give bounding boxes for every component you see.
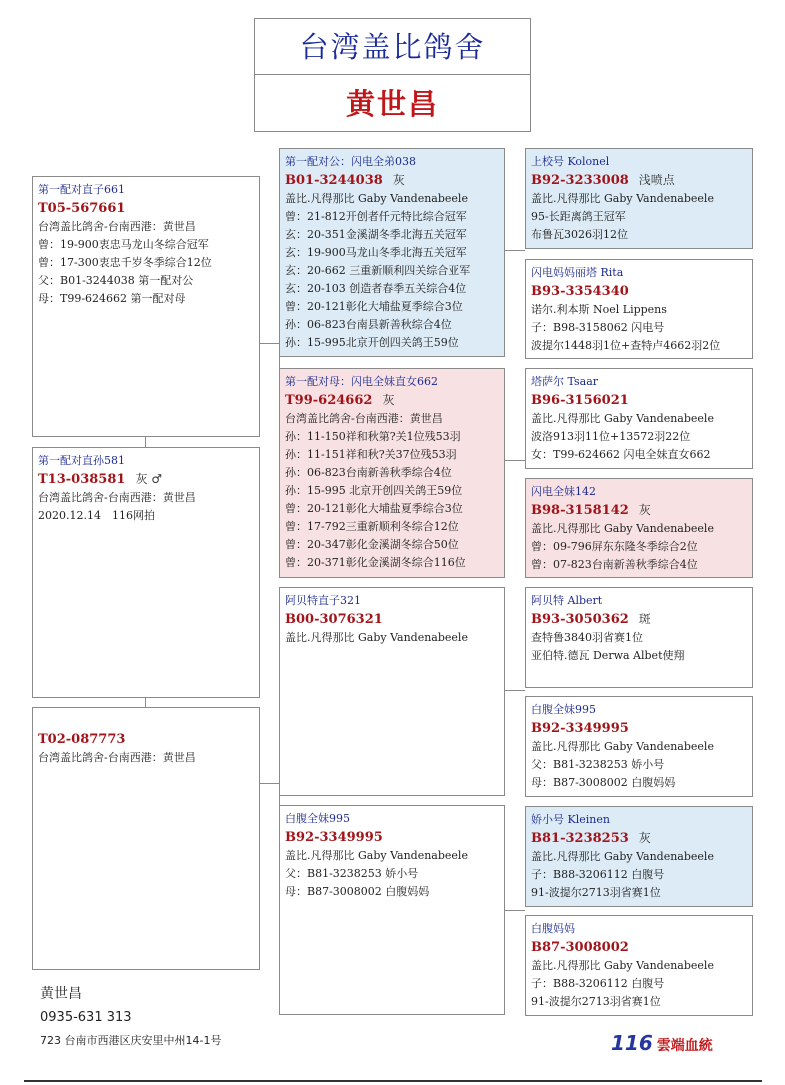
detail-line: 曾：20-121彰化大埔盐夏季综合3位 <box>285 300 463 313</box>
pedigree-card-sss <box>525 148 753 249</box>
footer-divider <box>24 1080 762 1082</box>
ring-number: B87-3008002 <box>531 940 629 955</box>
detail-line: 盖比.凡得那比 Gaby Vandenabeele <box>531 740 714 753</box>
detail-line: 亚伯特.德瓦 Derwa Albet使翔 <box>531 649 685 662</box>
detail-line: 子：B98-3158062 闪电号 <box>531 321 665 334</box>
ring-number: T02-087773 <box>38 732 126 747</box>
ring-number: B96-3156021 <box>531 393 629 408</box>
detail-line: 玄：20-351金溪湖冬季北海五关冠军 <box>285 228 467 241</box>
bird-details <box>38 218 254 308</box>
ring-number: T13-038581 灰 ♂ <box>38 472 163 487</box>
detail-line: 孙：11-150祥和秋第?关1位残53羽 <box>285 430 461 443</box>
detail-line: 母：T99-624662 第一配对母 <box>38 292 186 305</box>
bird-details <box>285 847 499 901</box>
detail-line: 盖比.凡得那比 Gaby Vandenabeele <box>531 412 714 425</box>
bird-details <box>531 520 747 574</box>
bird-details <box>531 957 747 1011</box>
pedigree-card-dss <box>525 587 753 688</box>
bird-label: 白腹妈妈 <box>531 922 575 935</box>
bird-details <box>531 848 747 902</box>
detail-line: 子：B88-3206112 白腹号 <box>531 977 665 990</box>
detail-line: 母：B87-3008002 白腹妈妈 <box>531 776 676 789</box>
ring-number: T99-624662 灰 <box>285 393 395 408</box>
detail-line: 盖比.凡得那比 Gaby Vandenabeele <box>285 849 468 862</box>
pedigree-card-dam <box>32 707 260 970</box>
bird-label: 上校号 Kolonel <box>531 155 610 168</box>
bird-details <box>531 738 747 792</box>
detail-line: 曾：07-823台南新善秋季综合4位 <box>531 558 698 571</box>
detail-line: 波洛913羽11位+13572羽22位 <box>531 430 691 443</box>
logo-text: 雲端血統 <box>656 1038 713 1054</box>
detail-line: 玄：20-103 创造者春季五关综合4位 <box>285 282 467 295</box>
ring-number: B81-3238253 灰 <box>531 831 651 846</box>
ring-number: B92-3233008 浅喷点 <box>531 173 675 188</box>
bird-details <box>285 190 499 352</box>
detail-line: 女：T99-624662 闪电全妹直女662 <box>531 448 711 461</box>
bird-label: 阿贝特直子321 <box>285 594 361 607</box>
detail-line: 91-波提尔2713羽省赛1位 <box>531 995 661 1008</box>
ring-number: B01-3244038 灰 <box>285 173 405 188</box>
bird-label: 闪电妈妈丽塔 Rita <box>531 266 624 279</box>
bird-label: 第一配对母：闪电全妹直女662 <box>285 375 438 388</box>
connector <box>260 783 279 784</box>
bird-label: 白腹全妹995 <box>285 812 350 825</box>
pedigree-card-subject <box>32 447 260 698</box>
detail-line: 台湾盖比鸽舍-台南西港：黄世昌 <box>285 412 443 425</box>
detail-line: 玄：20-662 三重新顺利四关综合亚军 <box>285 264 471 277</box>
detail-line: 曾：09-796屏东东隆冬季综合2位 <box>531 540 698 553</box>
detail-line: 孙：15-995北京开创四关鸽王59位 <box>285 336 459 349</box>
pedigree-title-block <box>254 18 531 132</box>
bird-details <box>285 629 499 647</box>
detail-line: 波提尔1448羽1位+查特卢4662羽2位 <box>531 339 721 352</box>
bird-label: 塔萨尔 Tsaar <box>531 375 599 388</box>
contact-phone: 0935-631 313 <box>40 1010 132 1025</box>
detail-line: 台湾盖比鸽舍-台南西港：黄世昌 <box>38 220 196 233</box>
bird-details <box>38 489 254 525</box>
pedigree-card-ssd <box>525 259 753 359</box>
detail-line: 盖比.凡得那比 Gaby Vandenabeele <box>285 631 468 644</box>
detail-line: 曾：17-792三重新顺利冬综合12位 <box>285 520 459 533</box>
detail-line: 曾：21-812开创者仟元特比综合冠军 <box>285 210 467 223</box>
connector <box>505 690 525 691</box>
detail-line: 盖比.凡得那比 Gaby Vandenabeele <box>285 192 468 205</box>
detail-line: 曾：20-121彰化大埔盐夏季综合3位 <box>285 502 463 515</box>
detail-line: 曾：17-300衷忠千岁冬季综合12位 <box>38 256 212 269</box>
contact-name: 黄世昌 <box>40 986 82 1002</box>
detail-line: 2020.12.14 116网拍 <box>38 509 155 522</box>
ring-number: B92-3349995 <box>531 721 629 736</box>
logo-number: 116 <box>611 1031 653 1055</box>
detail-line: 查特鲁3840羽省赛1位 <box>531 631 643 644</box>
bird-label <box>38 712 254 730</box>
detail-line: 91-波提尔2713羽省赛1位 <box>531 886 661 899</box>
detail-line: 诺尔.利本斯 Noel Lippens <box>531 303 667 316</box>
detail-line: 孙：06-823台南新善秋季综合4位 <box>285 466 452 479</box>
bird-details <box>531 410 747 464</box>
detail-line: 父：B81-3238253 娇小号 <box>285 867 419 880</box>
ring-number: B00-3076321 <box>285 612 383 627</box>
bird-label: 娇小号 Kleinen <box>531 813 610 826</box>
detail-line: 孙：11-151祥和秋?关37位残53羽 <box>285 448 457 461</box>
connector <box>145 698 146 707</box>
loft-name: 台湾盖比鸽舍 <box>255 19 530 75</box>
detail-line: 子：B88-3206112 白腹号 <box>531 868 665 881</box>
bird-details <box>531 190 747 244</box>
owner-contact <box>40 983 221 1051</box>
detail-line: 孙：15-995 北京开创四关鸽王59位 <box>285 484 463 497</box>
bird-details <box>531 301 747 355</box>
detail-line: 95-长距离鸽王冠军 <box>531 210 626 223</box>
connector <box>505 250 525 251</box>
detail-line: 父：B81-3238253 娇小号 <box>531 758 665 771</box>
pedigree-card-ds <box>279 587 505 796</box>
bird-label: 第一配对直孙581 <box>38 454 125 467</box>
connector <box>145 437 146 447</box>
detail-line: 母：B87-3008002 白腹妈妈 <box>285 885 430 898</box>
ring-number: B93-3050362 斑 <box>531 612 651 627</box>
detail-line: 孙：06-823台南县新善秋综合4位 <box>285 318 452 331</box>
detail-line: 台湾盖比鸽舍-台南西港：黄世昌 <box>38 491 196 504</box>
detail-line: 盖比.凡得那比 Gaby Vandenabeele <box>531 850 714 863</box>
pedigree-card-sdd <box>525 478 753 578</box>
detail-line: 盖比.凡得那比 Gaby Vandenabeele <box>531 522 714 535</box>
bird-details <box>531 629 747 665</box>
pedigree-card-sds <box>525 368 753 469</box>
connector <box>505 910 525 911</box>
bird-details <box>38 749 254 767</box>
detail-line: 盖比.凡得那比 Gaby Vandenabeele <box>531 959 714 972</box>
pedigree-card-sire <box>32 176 260 437</box>
detail-line: 曾：19-900衷忠马龙山冬综合冠军 <box>38 238 209 251</box>
detail-line: 台湾盖比鸽舍-台南西港：黄世昌 <box>38 751 196 764</box>
pedigree-card-dd <box>279 805 505 1015</box>
bird-label: 第一配对公：闪电全弟038 <box>285 155 416 168</box>
contact-address: 723 台南市西港区庆安里中州14-1号 <box>40 1034 222 1047</box>
ring-number: B98-3158142 灰 <box>531 503 651 518</box>
connector <box>505 460 525 461</box>
detail-line: 盖比.凡得那比 Gaby Vandenabeele <box>531 192 714 205</box>
bird-label: 第一配对直子661 <box>38 183 125 196</box>
detail-line: 布鲁瓦3026羽12位 <box>531 228 628 241</box>
pedigree-card-sd <box>279 368 505 578</box>
ring-number: B92-3349995 <box>285 830 383 845</box>
detail-line: 父：B01-3244038 第一配对公 <box>38 274 194 287</box>
owner-name-title: 黄世昌 <box>345 87 439 121</box>
pedigree-card-ss <box>279 148 505 357</box>
pedigree-card-ddd <box>525 915 753 1016</box>
bird-label: 闪电全妹142 <box>531 485 596 498</box>
detail-line: 玄：19-900马龙山冬季北海五关冠军 <box>285 246 467 259</box>
bird-label: 阿贝特 Albert <box>531 594 603 607</box>
brand-logo <box>611 1031 713 1055</box>
detail-line: 曾：20-371彰化金溪湖冬综合116位 <box>285 556 466 569</box>
pedigree-card-dds <box>525 806 753 907</box>
detail-line: 曾：20-347彰化金溪湖冬综合50位 <box>285 538 459 551</box>
ring-number: B93-3354340 <box>531 284 629 299</box>
pedigree-card-dsd <box>525 696 753 797</box>
ring-number: T05-567661 <box>38 201 126 216</box>
bird-label: 白腹全妹995 <box>531 703 596 716</box>
connector <box>260 343 279 344</box>
bird-details <box>285 410 499 572</box>
